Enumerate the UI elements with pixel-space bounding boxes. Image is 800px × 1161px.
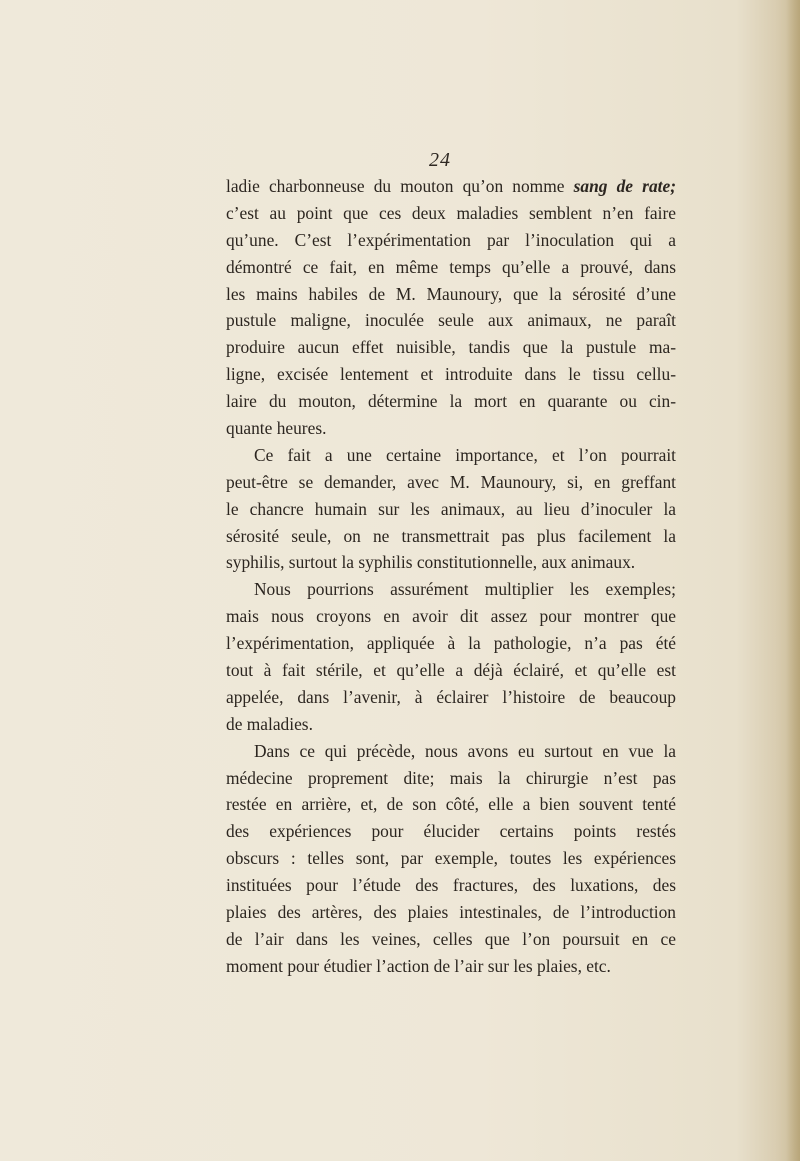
body-text (226, 173, 676, 980)
text-line: instituées pour l’étude des fractures, des luxations, des (226, 875, 676, 896)
text-line: restée en arrière, et, de son côté, elle a bien souvent tenté (226, 794, 676, 815)
text-line: plaies des artères, des plaies intestinales, de l’introduction (226, 902, 676, 923)
text-line: Ce fait a une certaine importance, et l’on pourrait (254, 444, 676, 465)
text-line: démontré ce fait, en même temps qu’elle a prouvé, dans (226, 256, 676, 277)
paragraph (226, 173, 676, 442)
text-line (226, 173, 676, 200)
text-line: Nous pourrions assurément multiplier les exemples; (254, 579, 676, 600)
text-line: syphilis, surtout la syphilis constitutionnelle, aux animaux. (226, 552, 636, 573)
text-line: produire aucun effet nuisible, tandis que la pustule ma- (226, 337, 676, 358)
text-line: des expériences pour élucider certains points restés (226, 821, 676, 842)
text-line: le chancre humain sur les animaux, au lieu d’inoculer la (226, 498, 676, 519)
text-line: c’est au point que ces deux maladies semblent n’en faire (226, 202, 676, 223)
text-line: moment pour étudier l’action de l’air sur les plaies, etc. (226, 955, 611, 976)
text-line: les mains habiles de M. Maunoury, que la sérosité d’une (226, 283, 676, 304)
text-line: ligne, excisée lentement et introduite dans le tissu cellu- (226, 364, 676, 385)
text-line: médecine proprement dite; mais la chirurgie n’est pas (226, 767, 676, 788)
page-edge-shadow (786, 0, 800, 1161)
text-line: tout à fait stérile, et qu’elle a déjà éclairé, et qu’elle est (226, 660, 676, 681)
text-line: quante heures. (226, 418, 327, 439)
text-line: mais nous croyons en avoir dit assez pour montrer que (226, 606, 676, 627)
text-line: l’expérimentation, appliquée à la pathologie, n’a pas été (226, 633, 676, 654)
text-line: de l’air dans les veines, celles que l’on poursuit en ce (226, 928, 676, 949)
text-line: appelée, dans l’avenir, à éclairer l’histoire de beaucoup (226, 686, 676, 707)
text-line: peut-être se demander, avec M. Maunoury, si, en greffant (226, 471, 676, 492)
text-line: qu’une. C’est l’expérimentation par l’inoculation qui a (226, 229, 676, 250)
text-line: de maladies. (226, 713, 313, 734)
text-line: obscurs : telles sont, par exemple, toutes les expériences (226, 848, 676, 869)
paragraph (226, 442, 676, 576)
paragraph (226, 738, 676, 980)
text-segment: ladie charbonneuse du mouton qu’on nomme (226, 176, 574, 196)
text-line: sérosité seule, on ne transmettrait pas plus facilement la (226, 525, 676, 546)
page-number: 24 (429, 149, 451, 171)
paragraph (226, 576, 676, 737)
text-line: pustule maligne, inoculée seule aux animaux, ne paraît (226, 310, 676, 331)
text-line: laire du mouton, détermine la mort en quarante ou cin- (226, 391, 676, 412)
emphasized-term: sang de rate; (573, 176, 676, 196)
text-line: Dans ce qui précède, nous avons eu surtout en vue la (254, 740, 676, 761)
